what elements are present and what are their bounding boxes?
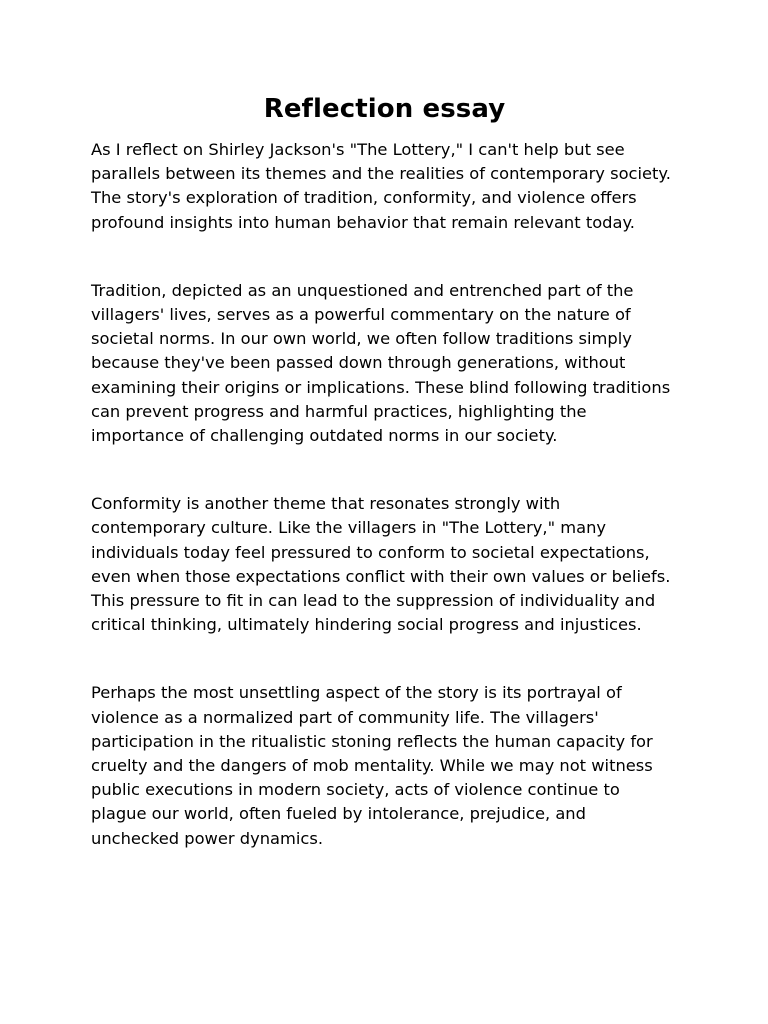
paragraph-violence: Perhaps the most unsettling aspect of the story is its portrayal of violence as a normalized part of community life. The villagers' participation in the ritualistic stoning reflects the human capacity for cruelty and the dangers of mob mentality. While we may not witness public executions in modern society, acts of violence continue to plague our world, often fueled by intolerance, prejudice, and unchecked power dynamics. xyxy=(91,683,653,848)
paragraph-conformity: Conformity is another theme that resonates strongly with contemporary culture. Like the villagers in "The Lottery," many individuals today feel pressured to conform to societal expectations, even when those expectations conflict with their own values or beliefs. This pressure to fit in can lead to the suppression of individuality and critical thinking, ultimately hindering social progress and injustices. xyxy=(91,494,671,635)
document-title: Reflection essay xyxy=(263,94,506,124)
paragraph-tradition: Tradition, depicted as an unquestioned and entrenched part of the villagers' lives, serves as a powerful commentary on the nature of societal norms. In our own world, we often follow traditions simply because they've been passed down through generations, without examining their origins or implications. These blind following traditions can prevent progress and harmful practices, highlighting the importance of challenging outdated norms in our society. xyxy=(91,280,671,446)
essay-body xyxy=(91,138,678,851)
paragraph-introduction: As I reflect on Shirley Jackson's "The Lottery," I can't help but see parallels between its themes and the realities of contemporary society. The story's exploration of tradition, conformity, and violence offers profound insights into human behavior that remain relevant today. xyxy=(91,140,671,232)
